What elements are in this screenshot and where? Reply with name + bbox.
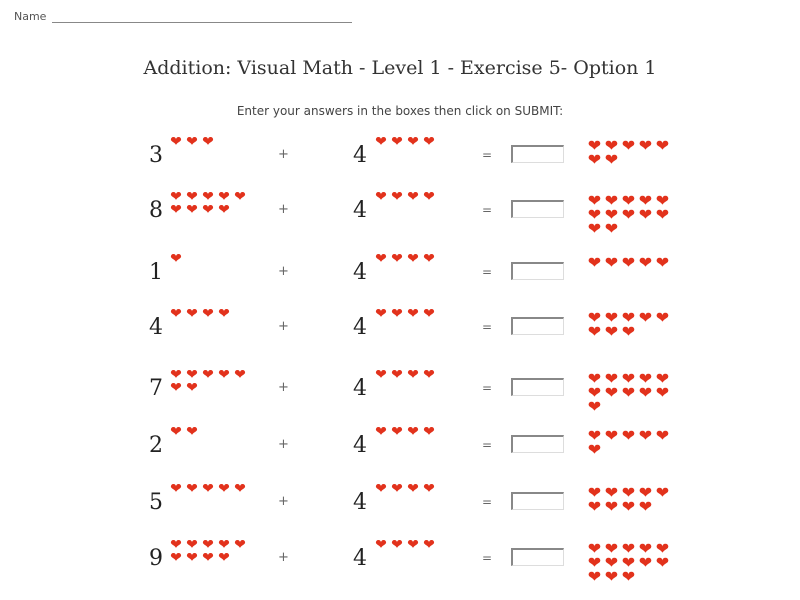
- result-hearts: [586, 369, 674, 416]
- heart-icon: ❤: [587, 483, 602, 502]
- heart-icon: ❤: [218, 189, 230, 205]
- heart-icon: ❤: [202, 306, 214, 322]
- heart-icon: ❤: [587, 440, 602, 459]
- heart-icon: ❤: [638, 308, 653, 327]
- heart-icon: ❤: [218, 550, 230, 566]
- heart-icon: ❤: [655, 136, 670, 155]
- heart-icon: ❤: [621, 383, 636, 402]
- answer-input[interactable]: [511, 548, 564, 566]
- heart-icon: ❤: [621, 205, 636, 224]
- heart-icon: ❤: [655, 369, 670, 388]
- heart-icon: ❤: [407, 537, 419, 553]
- heart-icon: ❤: [638, 191, 653, 210]
- heart-icon: ❤: [375, 424, 387, 440]
- heart-icon: ❤: [587, 253, 602, 272]
- page-title: Addition: Visual Math - Level 1 - Exercise 5- Option 1: [143, 57, 657, 79]
- heart-icon: ❤: [655, 308, 670, 327]
- plus-sign: +: [278, 550, 289, 565]
- heart-icon: ❤: [375, 367, 387, 383]
- answer-input[interactable]: [511, 317, 564, 335]
- heart-icon: ❤: [202, 481, 214, 497]
- heart-icon: ❤: [604, 191, 619, 210]
- heart-icon: ❤: [423, 424, 435, 440]
- heart-icon: ❤: [186, 367, 198, 383]
- heart-icon: ❤: [655, 383, 670, 402]
- addend-a-hearts: [168, 483, 252, 496]
- problem-row: [0, 368, 800, 418]
- answer-input[interactable]: [511, 262, 564, 280]
- heart-icon: ❤: [587, 205, 602, 224]
- addend-a-hearts: [168, 369, 252, 395]
- plus-sign: +: [278, 380, 289, 395]
- heart-icon: ❤: [170, 550, 182, 566]
- addend-a-hearts: [168, 426, 252, 439]
- heart-icon: ❤: [587, 308, 602, 327]
- heart-icon: ❤: [170, 134, 182, 150]
- plus-sign: +: [278, 264, 289, 279]
- result-hearts: [586, 539, 674, 586]
- addend-b: 4: [353, 315, 367, 340]
- heart-icon: ❤: [587, 426, 602, 445]
- heart-icon: ❤: [638, 136, 653, 155]
- heart-icon: ❤: [621, 308, 636, 327]
- addend-b: 4: [353, 143, 367, 168]
- heart-icon: ❤: [391, 537, 403, 553]
- problem-row: [0, 252, 800, 302]
- heart-icon: ❤: [186, 202, 198, 218]
- equals-sign: =: [482, 203, 493, 217]
- heart-icon: ❤: [621, 369, 636, 388]
- result-hearts: [586, 308, 674, 341]
- heart-icon: ❤: [638, 553, 653, 572]
- addend-a: 9: [149, 546, 163, 571]
- heart-icon: ❤: [423, 537, 435, 553]
- addend-a-hearts: [168, 253, 252, 266]
- result-hearts: [586, 483, 674, 516]
- heart-icon: ❤: [391, 481, 403, 497]
- heart-icon: ❤: [638, 253, 653, 272]
- heart-icon: ❤: [621, 253, 636, 272]
- problem-row: [0, 538, 800, 588]
- heart-icon: ❤: [391, 251, 403, 267]
- heart-icon: ❤: [170, 424, 182, 440]
- addend-b: 4: [353, 260, 367, 285]
- heart-icon: ❤: [621, 567, 636, 586]
- heart-icon: ❤: [391, 424, 403, 440]
- heart-icon: ❤: [587, 136, 602, 155]
- answer-input[interactable]: [511, 378, 564, 396]
- addend-b-hearts: [373, 369, 457, 382]
- heart-icon: ❤: [218, 537, 230, 553]
- problem-row: [0, 190, 800, 240]
- heart-icon: ❤: [202, 202, 214, 218]
- result-hearts: [586, 136, 674, 169]
- heart-icon: ❤: [186, 481, 198, 497]
- plus-sign: +: [278, 319, 289, 334]
- heart-icon: ❤: [621, 553, 636, 572]
- equals-sign: =: [482, 495, 493, 509]
- problem-row: [0, 135, 800, 185]
- heart-icon: ❤: [375, 251, 387, 267]
- heart-icon: ❤: [604, 322, 619, 341]
- heart-icon: ❤: [202, 537, 214, 553]
- addend-a-hearts: [168, 136, 252, 149]
- addend-a: 8: [149, 198, 163, 223]
- heart-icon: ❤: [587, 383, 602, 402]
- heart-icon: ❤: [655, 539, 670, 558]
- heart-icon: ❤: [170, 189, 182, 205]
- problem-row: [0, 307, 800, 357]
- heart-icon: ❤: [655, 205, 670, 224]
- heart-icon: ❤: [391, 189, 403, 205]
- problem-row: [0, 482, 800, 532]
- result-hearts: [586, 426, 674, 459]
- heart-icon: ❤: [391, 367, 403, 383]
- heart-icon: ❤: [218, 367, 230, 383]
- addend-a: 5: [149, 490, 163, 515]
- heart-icon: ❤: [621, 539, 636, 558]
- heart-icon: ❤: [202, 189, 214, 205]
- heart-icon: ❤: [587, 567, 602, 586]
- heart-icon: ❤: [423, 367, 435, 383]
- heart-icon: ❤: [170, 481, 182, 497]
- heart-icon: ❤: [587, 397, 602, 416]
- name-label: Name: [14, 10, 47, 23]
- heart-icon: ❤: [234, 537, 246, 553]
- heart-icon: ❤: [604, 308, 619, 327]
- heart-icon: ❤: [655, 426, 670, 445]
- name-field-row: [14, 10, 352, 23]
- answer-input[interactable]: [511, 145, 564, 163]
- addend-b-hearts: [373, 136, 457, 149]
- addend-a-hearts: [168, 539, 252, 565]
- heart-icon: ❤: [170, 202, 182, 218]
- result-hearts: [586, 253, 674, 272]
- heart-icon: ❤: [202, 134, 214, 150]
- heart-icon: ❤: [170, 251, 182, 267]
- addend-a: 2: [149, 433, 163, 458]
- addend-b: 4: [353, 546, 367, 571]
- addend-a: 7: [149, 376, 163, 401]
- heart-icon: ❤: [587, 219, 602, 238]
- heart-icon: ❤: [218, 202, 230, 218]
- heart-icon: ❤: [186, 189, 198, 205]
- heart-icon: ❤: [604, 567, 619, 586]
- equals-sign: =: [482, 148, 493, 162]
- heart-icon: ❤: [407, 481, 419, 497]
- heart-icon: ❤: [170, 537, 182, 553]
- heart-icon: ❤: [621, 191, 636, 210]
- heart-icon: ❤: [638, 369, 653, 388]
- plus-sign: +: [278, 147, 289, 162]
- heart-icon: ❤: [638, 539, 653, 558]
- heart-icon: ❤: [234, 189, 246, 205]
- heart-icon: ❤: [375, 481, 387, 497]
- heart-icon: ❤: [186, 537, 198, 553]
- addend-b-hearts: [373, 539, 457, 552]
- heart-icon: ❤: [587, 497, 602, 516]
- heart-icon: ❤: [186, 306, 198, 322]
- heart-icon: ❤: [202, 367, 214, 383]
- problem-row: [0, 425, 800, 475]
- heart-icon: ❤: [375, 134, 387, 150]
- heart-icon: ❤: [587, 369, 602, 388]
- heart-icon: ❤: [375, 189, 387, 205]
- heart-icon: ❤: [218, 481, 230, 497]
- heart-icon: ❤: [587, 191, 602, 210]
- heart-icon: ❤: [587, 150, 602, 169]
- equals-sign: =: [482, 381, 493, 395]
- heart-icon: ❤: [218, 306, 230, 322]
- heart-icon: ❤: [375, 537, 387, 553]
- heart-icon: ❤: [604, 205, 619, 224]
- answer-input[interactable]: [511, 200, 564, 218]
- addend-a-hearts: [168, 308, 252, 321]
- heart-icon: ❤: [621, 497, 636, 516]
- heart-icon: ❤: [604, 136, 619, 155]
- heart-icon: ❤: [407, 424, 419, 440]
- heart-icon: ❤: [655, 553, 670, 572]
- addend-b-hearts: [373, 308, 457, 321]
- addend-b: 4: [353, 433, 367, 458]
- result-hearts: [586, 191, 674, 238]
- heart-icon: ❤: [621, 322, 636, 341]
- addend-a: 3: [149, 143, 163, 168]
- heart-icon: ❤: [423, 481, 435, 497]
- equals-sign: =: [482, 320, 493, 334]
- heart-icon: ❤: [655, 483, 670, 502]
- heart-icon: ❤: [638, 426, 653, 445]
- heart-icon: ❤: [604, 150, 619, 169]
- heart-icon: ❤: [423, 189, 435, 205]
- heart-icon: ❤: [407, 251, 419, 267]
- equals-sign: =: [482, 551, 493, 565]
- heart-icon: ❤: [638, 383, 653, 402]
- heart-icon: ❤: [587, 553, 602, 572]
- heart-icon: ❤: [587, 322, 602, 341]
- heart-icon: ❤: [638, 483, 653, 502]
- addend-a: 1: [149, 260, 163, 285]
- heart-icon: ❤: [391, 134, 403, 150]
- heart-icon: ❤: [234, 481, 246, 497]
- addend-b-hearts: [373, 253, 457, 266]
- heart-icon: ❤: [587, 539, 602, 558]
- name-underline: [52, 12, 352, 23]
- heart-icon: ❤: [604, 253, 619, 272]
- heart-icon: ❤: [186, 550, 198, 566]
- addend-b-hearts: [373, 483, 457, 496]
- heart-icon: ❤: [655, 253, 670, 272]
- heart-icon: ❤: [604, 219, 619, 238]
- equals-sign: =: [482, 265, 493, 279]
- answer-input[interactable]: [511, 435, 564, 453]
- heart-icon: ❤: [604, 497, 619, 516]
- heart-icon: ❤: [423, 251, 435, 267]
- heart-icon: ❤: [234, 367, 246, 383]
- addend-a-hearts: [168, 191, 252, 217]
- heart-icon: ❤: [604, 539, 619, 558]
- heart-icon: ❤: [186, 424, 198, 440]
- addend-b: 4: [353, 198, 367, 223]
- addend-b-hearts: [373, 426, 457, 439]
- heart-icon: ❤: [423, 134, 435, 150]
- addend-a: 4: [149, 315, 163, 340]
- heart-icon: ❤: [407, 306, 419, 322]
- addend-b: 4: [353, 490, 367, 515]
- heart-icon: ❤: [170, 367, 182, 383]
- heart-icon: ❤: [186, 134, 198, 150]
- heart-icon: ❤: [407, 134, 419, 150]
- answer-input[interactable]: [511, 492, 564, 510]
- heart-icon: ❤: [638, 497, 653, 516]
- heart-icon: ❤: [621, 483, 636, 502]
- heart-icon: ❤: [170, 380, 182, 396]
- addend-b-hearts: [373, 191, 457, 204]
- heart-icon: ❤: [375, 306, 387, 322]
- heart-icon: ❤: [170, 306, 182, 322]
- heart-icon: ❤: [604, 426, 619, 445]
- heart-icon: ❤: [423, 306, 435, 322]
- heart-icon: ❤: [638, 205, 653, 224]
- instructions-text: Enter your answers in the boxes then click on SUBMIT:: [236, 104, 564, 118]
- heart-icon: ❤: [407, 367, 419, 383]
- equals-sign: =: [482, 438, 493, 452]
- heart-icon: ❤: [621, 136, 636, 155]
- heart-icon: ❤: [604, 383, 619, 402]
- heart-icon: ❤: [604, 553, 619, 572]
- heart-icon: ❤: [202, 550, 214, 566]
- heart-icon: ❤: [604, 369, 619, 388]
- plus-sign: +: [278, 202, 289, 217]
- heart-icon: ❤: [391, 306, 403, 322]
- heart-icon: ❤: [604, 483, 619, 502]
- heart-icon: ❤: [655, 191, 670, 210]
- addend-b: 4: [353, 376, 367, 401]
- heart-icon: ❤: [621, 426, 636, 445]
- heart-icon: ❤: [407, 189, 419, 205]
- heart-icon: ❤: [186, 380, 198, 396]
- plus-sign: +: [278, 494, 289, 509]
- plus-sign: +: [278, 437, 289, 452]
